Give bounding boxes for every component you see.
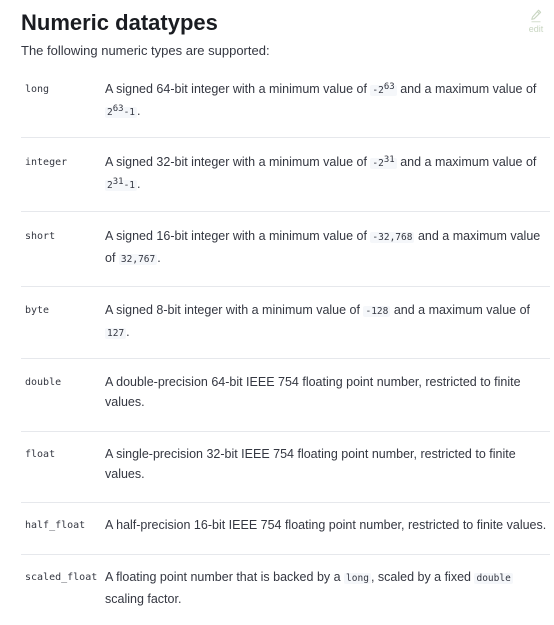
desc-text: scaling factor. [105, 592, 181, 606]
type-name-cell [21, 432, 105, 503]
intro-text: The following numeric types are supported: [21, 42, 270, 60]
min-value: -32,768 [370, 232, 414, 243]
min-value: $-2^{31}$ [370, 158, 396, 169]
table-row [21, 555, 550, 625]
desc-text: A signed 8-bit integer with a minimum value of [105, 303, 363, 317]
type-description: A double-precision 64-bit IEEE 754 floating point number, restricted to finite values. [105, 359, 550, 432]
min-value: $-2^{63}$ [370, 85, 396, 96]
type-name-cell [21, 359, 105, 432]
desc-text: A signed 32-bit integer with a minimum value of [105, 155, 370, 169]
type-name-cell [21, 138, 105, 212]
desc-text: and a maximum value of [105, 229, 540, 265]
max-value: 32,767 [119, 254, 157, 265]
desc-text: and a maximum value of [390, 303, 530, 317]
type-description [105, 212, 550, 287]
type-description [105, 287, 550, 359]
type-name-cell [21, 555, 105, 625]
type-description [105, 138, 550, 212]
scaling-type: double [474, 573, 512, 584]
table-row [21, 359, 550, 432]
type-name: half_float [25, 520, 105, 531]
type-name: short [25, 231, 105, 242]
desc-text: . [137, 177, 140, 191]
table-row [21, 66, 550, 138]
pencil-icon [530, 9, 542, 23]
desc-text: . [137, 104, 140, 118]
type-description [105, 555, 550, 625]
type-name: integer [25, 157, 105, 168]
max-value: 127 [105, 328, 126, 339]
desc-text: , scaled by a fixed [371, 570, 475, 584]
edit-label: edit [529, 24, 544, 34]
type-name: double [25, 377, 105, 388]
type-name: long [25, 84, 105, 95]
desc-text: and a maximum value of [397, 82, 537, 96]
type-description [105, 66, 550, 138]
max-value: $2^{63}-1$ [105, 107, 137, 118]
type-name-cell [21, 212, 105, 287]
type-description: A single-precision 32-bit IEEE 754 floating point number, restricted to finite values. [105, 432, 550, 503]
table-row [21, 212, 550, 287]
desc-text: A signed 16-bit integer with a minimum value of [105, 229, 370, 243]
desc-text: A floating point number that is backed by a [105, 570, 344, 584]
backing-type: long [344, 573, 371, 584]
type-name-cell [21, 287, 105, 359]
min-value: -128 [363, 306, 390, 317]
type-name-cell [21, 66, 105, 138]
type-description: A half-precision 16-bit IEEE 754 floating point number, restricted to finite values. [105, 503, 550, 555]
desc-text: . [157, 251, 160, 265]
type-name: byte [25, 305, 105, 316]
edit-link[interactable] [524, 9, 548, 34]
numeric-types-table [21, 66, 550, 625]
table-row [21, 432, 550, 503]
type-name: float [25, 449, 105, 460]
max-value: $2^{31}-1$ [105, 180, 137, 191]
table-row [21, 503, 550, 555]
page-title: Numeric datatypes [21, 8, 218, 38]
desc-text: . [126, 325, 129, 339]
table-row [21, 138, 550, 212]
type-name: scaled_float [25, 572, 105, 583]
table-row [21, 287, 550, 359]
type-name-cell [21, 503, 105, 555]
desc-text: and a maximum value of [397, 155, 537, 169]
desc-text: A signed 64-bit integer with a minimum value of [105, 82, 370, 96]
